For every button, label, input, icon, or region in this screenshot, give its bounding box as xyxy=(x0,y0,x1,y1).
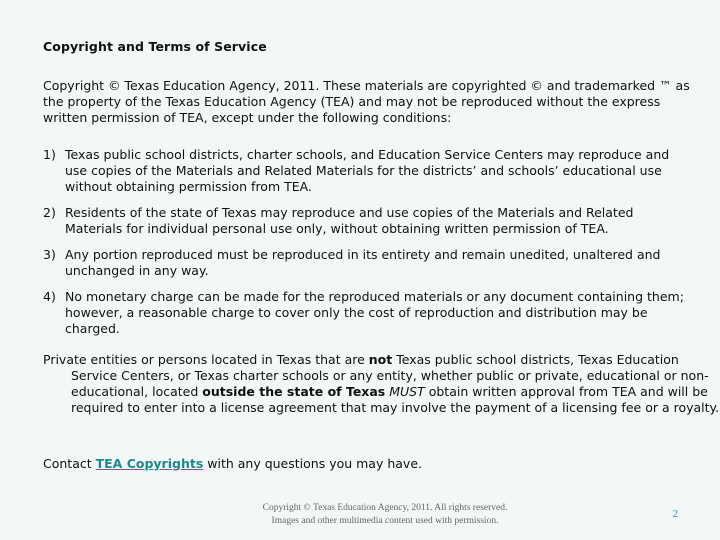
private-entities-paragraph xyxy=(43,352,720,416)
contact-line xyxy=(43,456,422,472)
item-text: No monetary charge can be made for the reproduced materials or any document containing them; however, a reasonable charge to cover only the cost of reproduction and distribution may be charged. xyxy=(65,289,684,336)
list-item xyxy=(43,205,693,237)
contact-suffix: with any questions you may have. xyxy=(203,456,422,471)
item-text: Texas public school districts, charter schools, and Education Service Centers may reproduce and use copies of the Materials and Related Materials for the districts’ and schools’ educational use without obtaining permission from TEA. xyxy=(65,147,670,194)
private-text-3: obtain written approval from TEA and will be required to enter into a license agreement that may involve the payment of a licensing fee or a royalty. xyxy=(71,384,720,415)
private-bold-not: not xyxy=(368,352,393,367)
contact-prefix: Contact xyxy=(43,456,96,471)
item-number: 1) xyxy=(43,147,56,162)
private-italic-must: MUST xyxy=(389,384,425,399)
footer-permission: Images and other multimedia content used with permission. xyxy=(271,516,499,526)
item-text: Any portion reproduced must be reproduced in its entirety and remain unedited, unaltered and unchanged in any way. xyxy=(65,247,661,278)
tea-copyrights-link[interactable]: TEA Copyrights xyxy=(95,456,204,471)
list-item xyxy=(43,289,693,337)
conditions-list xyxy=(43,147,693,347)
private-text-2: Texas public school districts, Texas Education Service Centers, or Texas charter schools or any entity, whether public or private, educational or non-educational, located xyxy=(71,352,709,399)
page-number: 2 xyxy=(672,508,678,520)
list-item xyxy=(43,147,693,195)
footer-copyright: Copyright © Texas Education Agency, 2011. All rights reserved. xyxy=(262,503,508,513)
item-number: 3) xyxy=(43,247,56,262)
item-number: 2) xyxy=(43,205,56,220)
item-number: 4) xyxy=(43,289,56,304)
list-item xyxy=(43,247,693,279)
footer xyxy=(200,502,570,528)
intro-paragraph: Copyright © Texas Education Agency, 2011. These materials are copyrighted © and trademarked ™ as the property of the Texas Education Agency (TEA) and may not be reproduced without the express written permission of TEA, except under the following conditions: xyxy=(43,78,690,125)
private-bold-outside: outside the state of Texas xyxy=(202,384,386,399)
private-text-1: Private entities or persons located in Texas that are xyxy=(43,352,369,367)
page-title: Copyright and Terms of Service xyxy=(43,39,267,54)
item-text: Residents of the state of Texas may reproduce and use copies of the Materials and Related Materials for individual personal use only, without obtaining written permission of TEA. xyxy=(65,205,634,236)
